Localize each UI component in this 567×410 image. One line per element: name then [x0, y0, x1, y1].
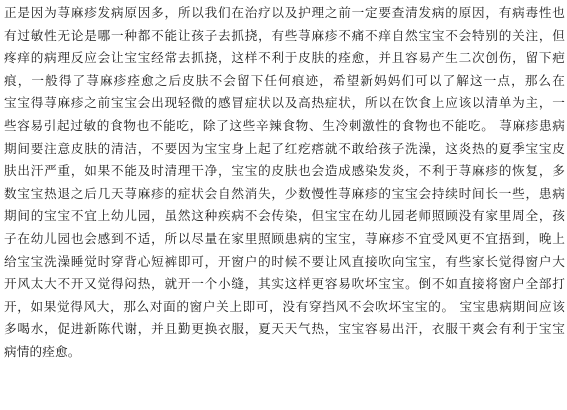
- text-line: 数宝宝热退之后几天荨麻疹的症状会自然消失，少数慢性荨麻疹的宝宝会持续时间长一些，患病: [4, 185, 565, 201]
- text-line: 痕，一般得了荨麻疹痊愈之后皮肤不会留下任何痕迹，希望新妈妈们可以了解这一点，那么在: [4, 72, 565, 88]
- text-line: 有过敏性无论是哪一种都不能让孩子去抓挠，有些荨麻疹不痛不痒自然宝宝不会特别的关注，但: [4, 27, 565, 43]
- text-line: 肤出汗严重，如果不能及时清理干净，宝宝的皮肤也会造成感染发炎，不利于荨麻疹的恢复，多: [4, 163, 565, 179]
- text-line: 期间要注意皮肤的清洁，不要因为宝宝身上起了红疙瘩就不敢给孩子洗澡，这炎热的夏季宝宝皮: [4, 140, 565, 156]
- text-line: 多喝水，促进新陈代谢，并且勤更换衣服，夏天天气热，宝宝容易出汗，衣服干爽会有利于宝宝: [4, 321, 565, 337]
- text-line: 开风太大不开又觉得闷热，就开一个小缝，其实这样更容易吹坏宝宝。倒不如直接将窗户全部打: [4, 276, 565, 292]
- text-line: 些容易引起过敏的食物也不能吃，除了这些辛辣食物、生冷刺激性的食物也不能吃。 荨麻疹患病: [4, 117, 565, 133]
- text-line: 开，如果觉得风大，那么对面的窗户关上即可，没有穿挡风不会吹坏宝宝的。 宝宝患病期间应该: [4, 298, 565, 314]
- text-line: 给宝宝洗澡睡觉时穿背心短裤即可，开窗户的时候不要让风直接吹向宝宝，有些家长觉得窗户大: [4, 253, 565, 269]
- text-line: 宝宝得荨麻疹之前宝宝会出现轻微的感冒症状以及高热症状，所以在饮食上应该以清单为主，一: [4, 95, 565, 111]
- text-line: 疼痒的病理反应会让宝宝经常去抓挠，这样不利于皮肤的痊愈，并且容易产生二次创伤，留下疤: [4, 50, 565, 66]
- text-line: 子在幼儿园也会感到不适，所以尽量在家里照顾患病的宝宝，荨麻疹不宜受风更不宜捂到，晚上: [4, 230, 565, 246]
- text-line: 病情的痊愈。: [4, 343, 81, 359]
- text-line: 正是因为荨麻疹发病原因多，所以我们在治疗以及护理之前一定要查清发病的原因，有病毒性也: [4, 5, 565, 20]
- text-line: 期间的宝宝不宜上幼儿园，虽然这种疾病不会传染，但宝宝在幼儿园老师照顾没有家里周全，孩: [4, 208, 565, 224]
